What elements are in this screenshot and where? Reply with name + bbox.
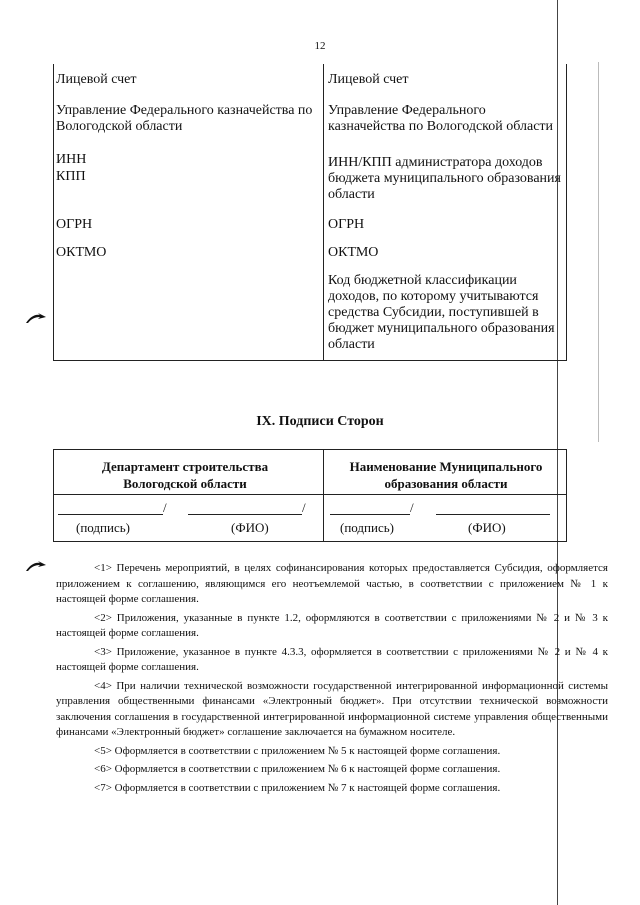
right-oktmo: ОКТМО <box>328 245 379 260</box>
account-table-divider <box>53 64 54 360</box>
right-treasury: Управление Федерального казначейства по Вологодской области <box>328 103 554 134</box>
account-table-divider <box>323 64 324 360</box>
right-inn-kpp: ИНН/КПП администратора доходов бюджета муниципального образования области <box>328 155 561 202</box>
footnote: <3> Приложение, указанное в пункте 4.3.3, оформляется в соответствии с приложениями № 2 и № 4 к настоящей форме соглашения. <box>56 645 608 673</box>
account-table-border <box>53 360 567 361</box>
signature-table-border <box>53 541 567 542</box>
left-signature-label: (подпись) <box>76 520 130 535</box>
right-party-name: Наименование Муниципального образования области <box>349 459 543 491</box>
right-signature-slash: / <box>410 500 414 515</box>
signature-table-border <box>53 494 567 495</box>
left-oktmo: ОКТМО <box>56 245 107 260</box>
signature-table-border <box>53 449 54 542</box>
signature-table-border <box>53 449 567 450</box>
left-fio-slash: / <box>302 500 306 515</box>
left-account: Лицевой счет <box>56 72 137 87</box>
footnote: <2> Приложения, указанные в пункте 1.2, оформляются в соответствии с приложениями № 2 и № 3 к настоящей форме соглашения. <box>56 611 608 639</box>
right-signature-label: (подпись) <box>340 520 394 535</box>
left-fio-line <box>188 514 302 515</box>
right-budget-code: Код бюджетной классификации доходов, по которому учитываются средства Субсидии, поступившей в бюджет муниципального образования области <box>328 273 555 352</box>
left-signature-line <box>58 514 163 515</box>
left-fio-label: (ФИО) <box>231 520 269 535</box>
signature-table-border <box>323 449 324 542</box>
section-title: IX. Подписи Сторон <box>256 414 384 429</box>
left-kpp: КПП <box>56 169 86 184</box>
right-fio-label: (ФИО) <box>468 520 506 535</box>
left-inn: ИНН <box>56 152 87 167</box>
left-ogrn: ОГРН <box>56 217 93 232</box>
footnotes <box>56 561 608 799</box>
right-ogrn: ОГРН <box>328 217 365 232</box>
margin-arrow-icon <box>25 312 47 324</box>
right-account: Лицевой счет <box>328 72 409 87</box>
signature-table-border <box>566 449 567 542</box>
right-signature-line <box>330 514 410 515</box>
margin-arrow-icon <box>25 560 47 572</box>
left-treasury: Управление Федерального казначейства по Вологодской области <box>56 103 313 134</box>
account-table-divider <box>566 64 567 360</box>
left-party-name: Департамент строительства Вологодской области <box>101 459 269 491</box>
footnote: <4> При наличии технической возможности государственной интегрированной информационной системы управления общественными финансами «Электронный бюджет». При отсутствии технической возможности заключения соглашения в государственной интегрированной информационной системе управления общественными финансами «Электронный бюджет» соглашение заключается на бумажном носителе. <box>56 679 608 738</box>
margin-line <box>598 62 599 442</box>
footnote: <5> Оформляется в соответствии с приложением № 5 к настоящей форме соглашения. <box>94 744 501 757</box>
footnote: <1> Перечень мероприятий, в целях софинансирования которых предоставляется Субсидия, оформляется приложением к соглашению, являющимся его неотъемлемой частью, в соответствии с приложением № 1 к настоящей форме соглашения. <box>56 562 608 605</box>
left-signature-slash: / <box>163 500 167 515</box>
page-number: 12 <box>314 40 326 52</box>
footnote: <6> Оформляется в соответствии с приложением № 6 к настоящей форме соглашения. <box>94 763 501 775</box>
right-fio-line <box>436 514 550 515</box>
footnote: <7> Оформляется в соответствии с приложением № 7 к настоящей форме соглашения. <box>94 781 501 794</box>
